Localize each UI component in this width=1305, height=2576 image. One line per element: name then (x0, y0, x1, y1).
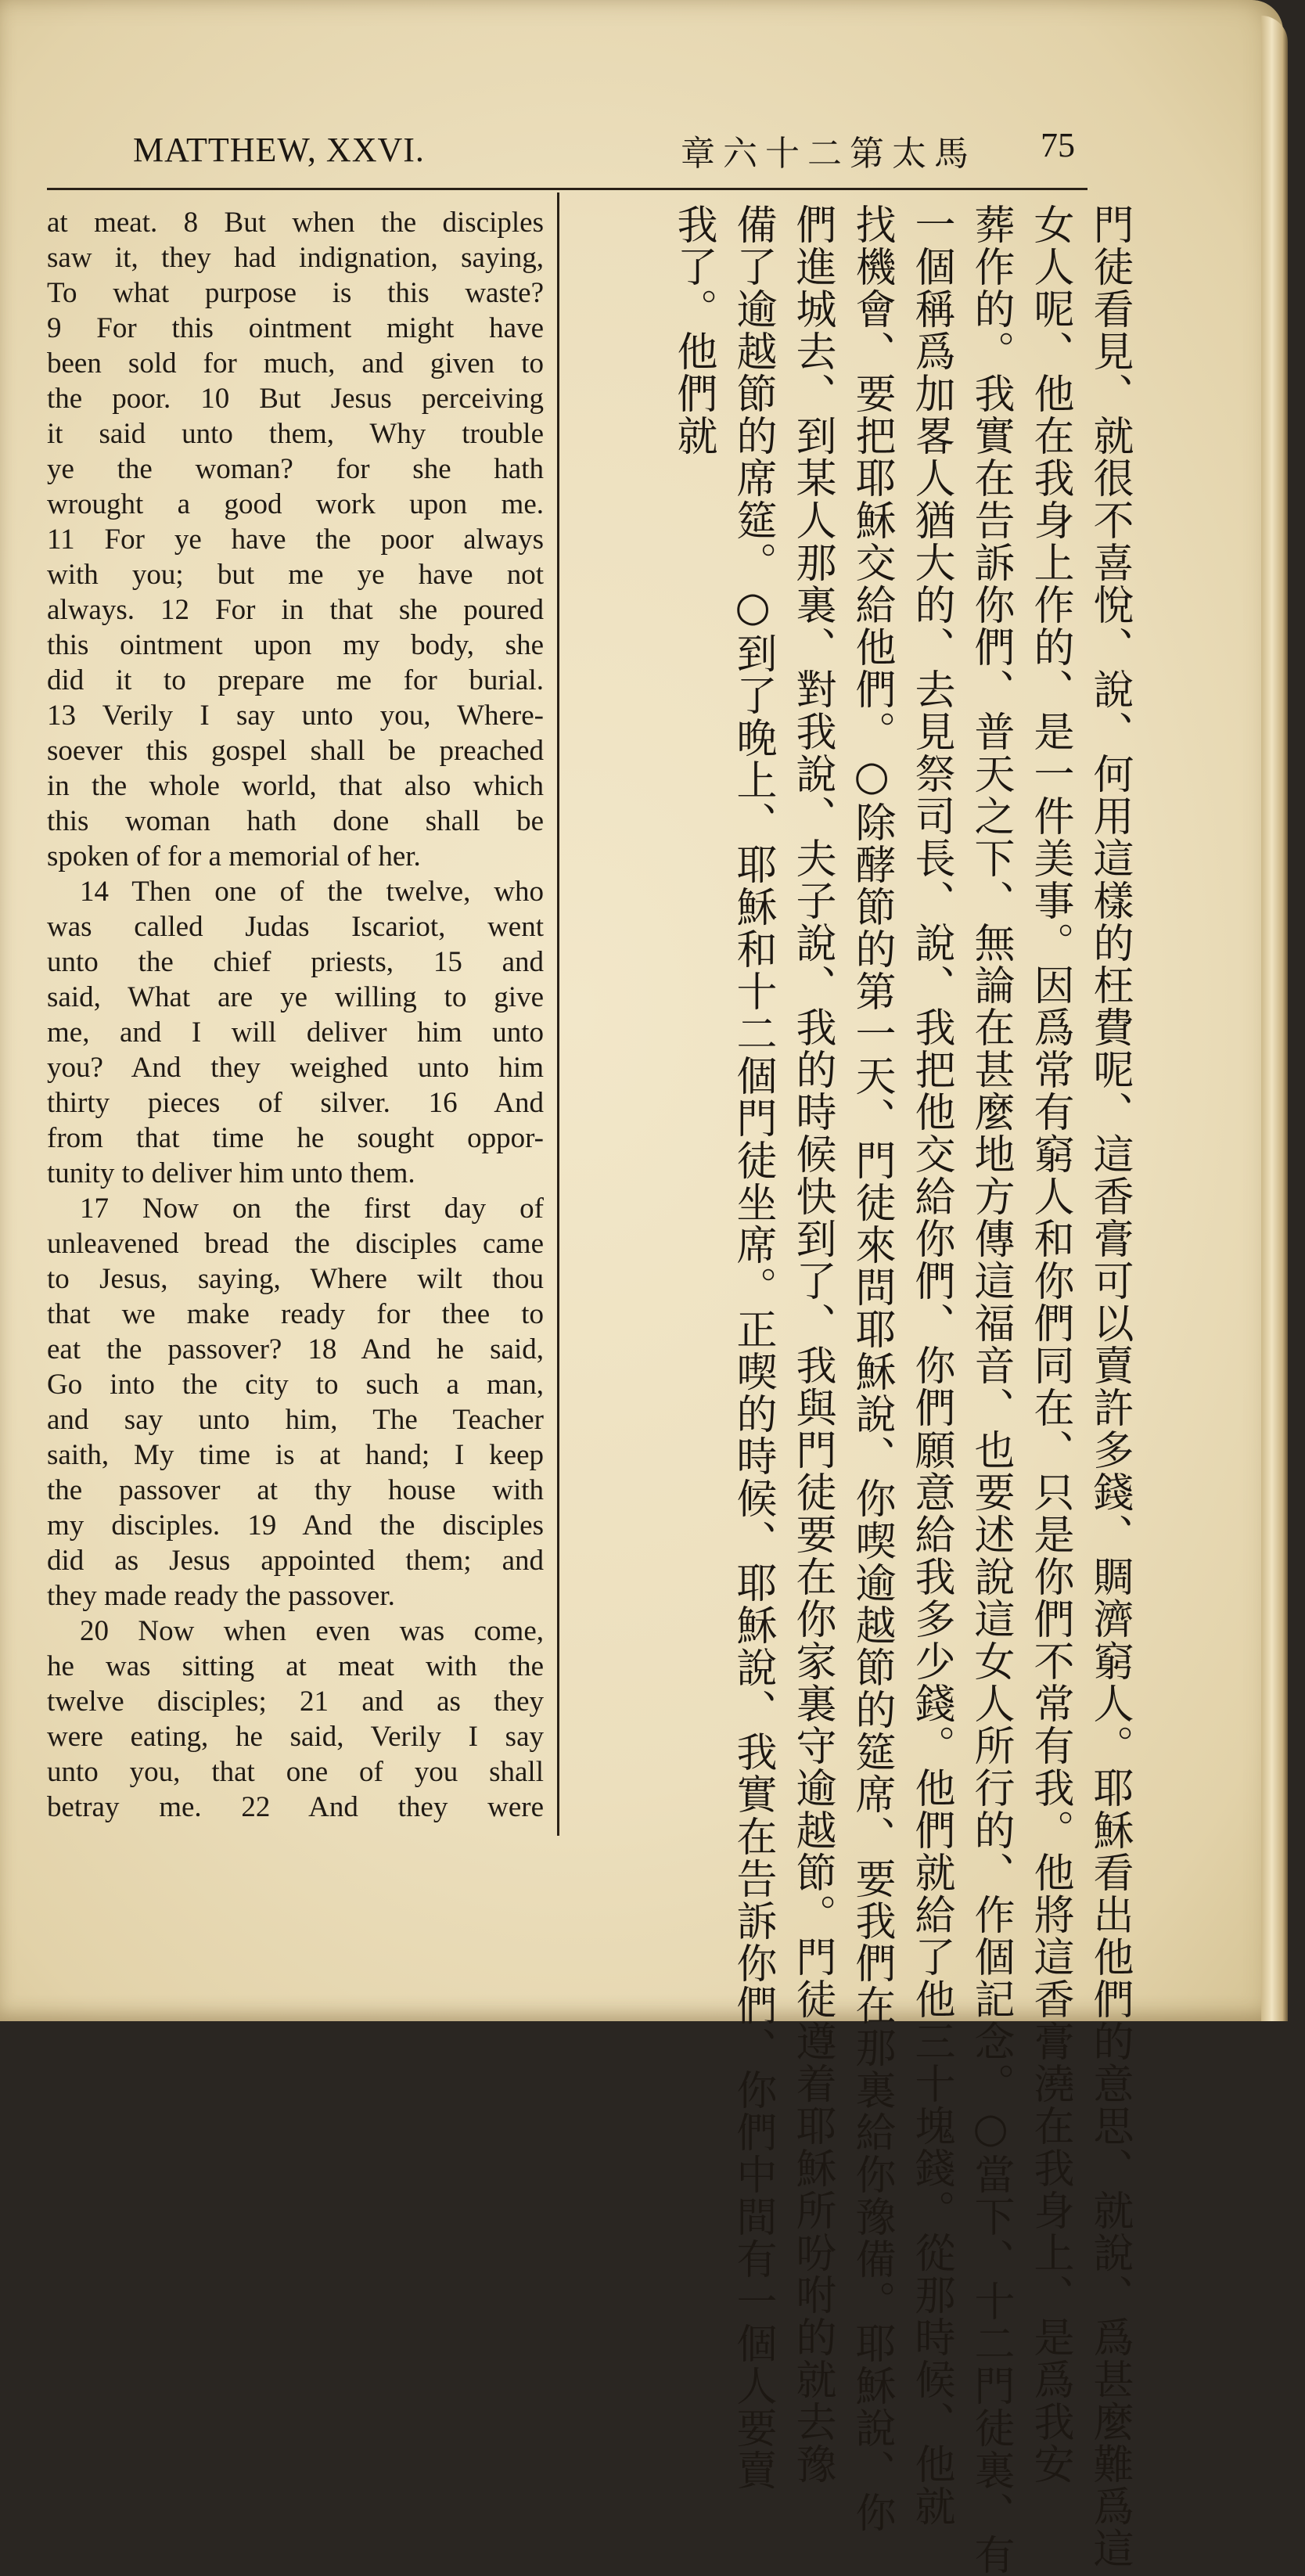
english-text-line: it said unto them, Why trouble (47, 418, 544, 450)
english-text-line: been sold for much, and given to (47, 347, 544, 380)
english-text-line: eat the passover? 18 And he said, (47, 1333, 544, 1365)
english-text-line: said, What are ye willing to give (47, 981, 544, 1013)
english-text-line: the passover at thy house with (47, 1474, 544, 1506)
english-text-column (47, 205, 544, 1825)
english-text-line: betray me. 22 And they were (47, 1791, 544, 1823)
english-text-line: with you; but me ye have not (47, 559, 544, 591)
english-text-line: 17 Now on the first day of (80, 1193, 544, 1225)
english-text-line: that we make ready for thee to (47, 1298, 544, 1330)
english-text-line: this ointment upon my body, she (47, 629, 544, 661)
english-text-line: twelve disciples; 21 and as they (47, 1686, 544, 1718)
english-text-line: 20 Now when even was come, (80, 1615, 544, 1647)
chinese-text-column-line: 我了。他們就 (670, 203, 717, 457)
english-text-line: soever this gospel shall be preached (47, 735, 544, 767)
header-title-chinese: 章六十二第太馬 (681, 134, 976, 174)
page-number: 75 (1041, 126, 1075, 164)
column-divider (557, 192, 559, 1836)
english-text-line: my disciples. 19 And the disciples (47, 1509, 544, 1542)
english-text-line: were eating, he said, Verily I say (47, 1721, 544, 1753)
header-title-english: MATTHEW, XXVI. (133, 131, 425, 169)
english-text-line: ye the woman? for she hath (47, 453, 544, 485)
english-text-line: Go into the city to such a man, (47, 1369, 544, 1401)
chinese-text-column (571, 203, 1134, 2576)
english-text-line: and say unto him, The Teacher (47, 1404, 544, 1436)
english-text-line: they made ready the passover. (47, 1580, 395, 1612)
chinese-text-column-line: 備了逾越節的席筵。○到了晚上、耶穌和十二個門徒坐席。正喫的時候、耶穌說、我實在告訴你們、你們中間有一個人要賣 (729, 203, 776, 2491)
english-text-line: at meat. 8 But when the disciples (47, 207, 544, 239)
chinese-text-column-line: 女人呢、他在我身上作的、是一件美事。因爲常有窮人和你們同在、只是你們不常有我。他將這香膏澆在我身上、是爲我安 (1026, 203, 1073, 2485)
page-edge (1261, 16, 1288, 2021)
english-text-line: me, and I will deliver him unto (47, 1016, 544, 1049)
chinese-text-column-line: 們進城去、到某人那裏、對我說、夫子說、我的時候快到了、我與門徒要在你家裏守逾越節。門徒遵着耶穌所吩咐的就去豫 (789, 203, 836, 2485)
english-text-line: this woman hath done shall be (47, 805, 544, 837)
chinese-text-column-line: 一個稱爲加畧人猶大的、去見祭司長、說、我把他交給你們、你們願意給我多少錢。他們就給了他三十塊錢。從那時候、他就 (908, 203, 954, 2527)
english-text-line: 13 Verily I say unto you, Where- (47, 700, 544, 732)
english-text-line: spoken of for a memorial of her. (47, 840, 421, 872)
english-text-line: 14 Then one of the twelve, who (80, 876, 544, 908)
chinese-text-column-line: 找機會、要把耶穌交給他們。○除酵節的第一天、門徒來問耶穌說、你喫逾越節的筵席、要我們在那裏給你豫備。耶穌說、你 (848, 203, 895, 2534)
english-text-line: saith, My time is at hand; I keep (47, 1439, 544, 1471)
english-text-line: from that time he sought oppor- (47, 1122, 544, 1154)
chinese-text-column-line: 門徒看見、就很不喜悅、說、何用這樣的枉費呢、這香膏可以賣許多錢、賙濟窮人。耶穌看出他們的意思、就說、爲甚麼難爲這 (1086, 203, 1133, 2570)
english-text-line: To what purpose is this waste? (47, 277, 544, 309)
english-text-line: to Jesus, saying, Where wilt thou (47, 1263, 544, 1295)
english-text-line: unto you, that one of you shall (47, 1756, 544, 1788)
chinese-text-column-line: 葬作的。我實在告訴你們、普天之下、無論在甚麼地方傳這福音、也要述說這女人所行的、作個記念。○當下、十二門徒裏、有 (967, 203, 1014, 2576)
english-text-line: was called Judas Iscariot, went (47, 911, 544, 943)
running-header (47, 117, 1095, 180)
english-text-line: 9 For this ointment might have (47, 312, 544, 344)
english-text-line: unleavened bread the disciples came (47, 1228, 544, 1260)
english-text-line: he was sitting at meat with the (47, 1650, 544, 1682)
english-text-line: 11 For ye have the poor always (47, 523, 544, 556)
english-text-line: you? And they weighed unto him (47, 1052, 544, 1084)
header-rule (47, 188, 1088, 190)
english-text-line: unto the chief priests, 15 and (47, 946, 544, 978)
english-text-line: always. 12 For in that she poured (47, 594, 544, 626)
english-text-line: wrought a good work upon me. (47, 488, 544, 520)
english-text-line: did it to prepare me for burial. (47, 664, 544, 696)
english-text-line: in the whole world, that also which (47, 770, 544, 802)
english-text-line: thirty pieces of silver. 16 And (47, 1087, 544, 1119)
english-text-line: tunity to deliver him unto them. (47, 1157, 415, 1189)
english-text-line: did as Jesus appointed them; and (47, 1545, 544, 1577)
english-text-line: the poor. 10 But Jesus perceiving (47, 383, 544, 415)
english-text-line: saw it, they had indignation, saying, (47, 242, 544, 274)
